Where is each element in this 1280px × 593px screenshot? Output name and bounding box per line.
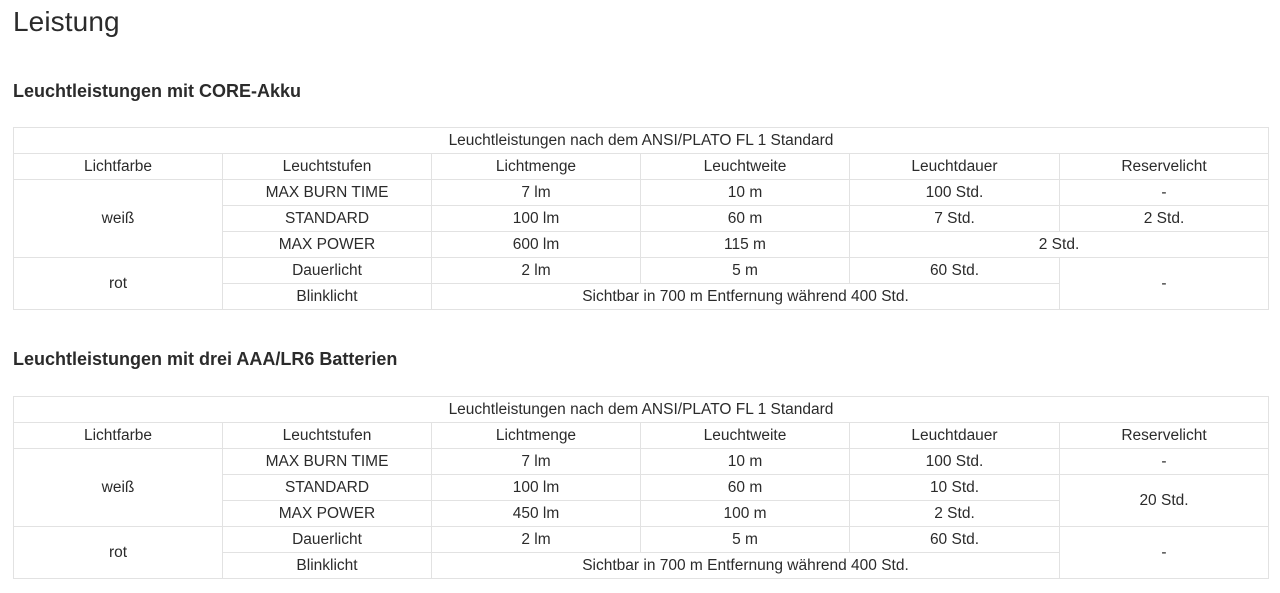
range-cell: 60 m [641,475,850,501]
reserve-cell: - [1060,449,1269,475]
duration-cell: 2 Std. [850,501,1060,527]
table-caption: Leuchtleistungen nach dem ANSI/PLATO FL 1 Standard [14,128,1269,154]
reserve-cell: 20 Std. [1060,475,1269,527]
range-cell: 5 m [641,527,850,553]
table-row [14,180,1269,206]
table-caption: Leuchtleistungen nach dem ANSI/PLATO FL 1 Standard [14,397,1269,423]
header-leuchtweite: Leuchtweite [641,423,850,449]
reserve-cell: - [1060,527,1269,579]
lumen-cell: 7 lm [432,180,641,206]
duration-cell: 60 Std. [850,258,1060,284]
duration-reserve-cell: 2 Std. [850,232,1269,258]
level-cell: MAX BURN TIME [223,180,432,206]
header-reservelicht: Reservelicht [1060,423,1269,449]
lumen-cell: 100 lm [432,206,641,232]
header-lichtfarbe: Lichtfarbe [14,423,223,449]
lumen-cell: 7 lm [432,449,641,475]
lumen-cell: 2 lm [432,527,641,553]
header-leuchtstufen: Leuchtstufen [223,154,432,180]
light-color-red: rot [14,258,223,310]
table-row [14,527,1269,553]
performance-table-batteries [13,396,1269,579]
table-caption-row [14,397,1269,423]
duration-cell: 60 Std. [850,527,1060,553]
visibility-cell: Sichtbar in 700 m Entfernung während 400 Std. [432,284,1060,310]
range-cell: 10 m [641,449,850,475]
light-color-white: weiß [14,449,223,527]
lumen-cell: 600 lm [432,232,641,258]
level-cell: MAX BURN TIME [223,449,432,475]
table-row [14,449,1269,475]
lumen-cell: 100 lm [432,475,641,501]
level-cell: Blinklicht [223,553,432,579]
range-cell: 100 m [641,501,850,527]
table-row [14,258,1269,284]
lumen-cell: 2 lm [432,258,641,284]
duration-cell: 100 Std. [850,180,1060,206]
level-cell: MAX POWER [223,501,432,527]
range-cell: 5 m [641,258,850,284]
level-cell: MAX POWER [223,232,432,258]
header-reservelicht: Reservelicht [1060,154,1269,180]
range-cell: 60 m [641,206,850,232]
visibility-cell: Sichtbar in 700 m Entfernung während 400 Std. [432,553,1060,579]
light-color-white: weiß [14,180,223,258]
header-leuchtdauer: Leuchtdauer [850,154,1060,180]
lumen-cell: 450 lm [432,501,641,527]
level-cell: Blinklicht [223,284,432,310]
header-leuchtdauer: Leuchtdauer [850,423,1060,449]
level-cell: STANDARD [223,475,432,501]
table-caption-row [14,128,1269,154]
range-cell: 115 m [641,232,850,258]
page-title: Leistung [13,6,120,37]
header-leuchtstufen: Leuchtstufen [223,423,432,449]
reserve-cell: - [1060,180,1269,206]
header-lichtfarbe: Lichtfarbe [14,154,223,180]
performance-table-core-akku [13,127,1269,310]
light-color-red: rot [14,527,223,579]
reserve-cell: 2 Std. [1060,206,1269,232]
reserve-cell: - [1060,258,1269,310]
section-heading-core-akku: Leuchtleistungen mit CORE-Akku [13,81,302,101]
level-cell: Dauerlicht [223,527,432,553]
table-header-row [14,423,1269,449]
header-lichtmenge: Lichtmenge [432,423,641,449]
section-heading-batteries: Leuchtleistungen mit drei AAA/LR6 Batterien [13,349,398,369]
range-cell: 10 m [641,180,850,206]
header-leuchtweite: Leuchtweite [641,154,850,180]
duration-cell: 10 Std. [850,475,1060,501]
table-header-row [14,154,1269,180]
duration-cell: 7 Std. [850,206,1060,232]
duration-cell: 100 Std. [850,449,1060,475]
level-cell: Dauerlicht [223,258,432,284]
header-lichtmenge: Lichtmenge [432,154,641,180]
level-cell: STANDARD [223,206,432,232]
